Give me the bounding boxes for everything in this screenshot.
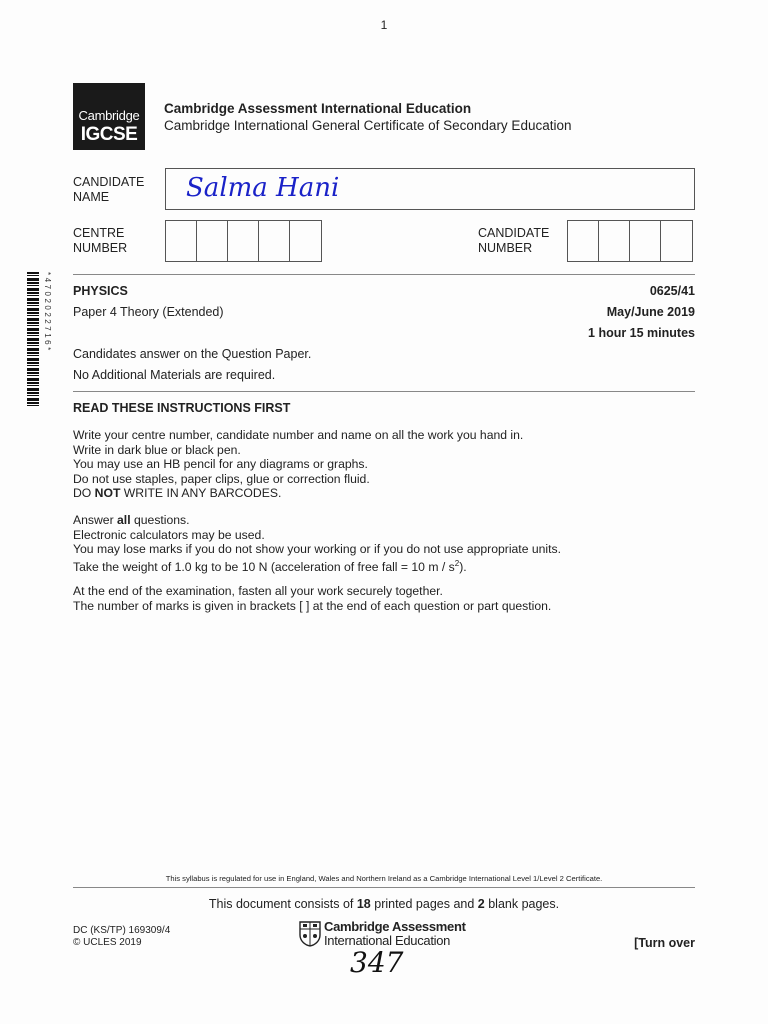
instructions-block-2 bbox=[73, 513, 561, 574]
centre-number-label-line2: NUMBER bbox=[73, 241, 128, 255]
centre-number-cell[interactable] bbox=[290, 221, 321, 261]
candidate-name-label-line1: CANDIDATE bbox=[73, 175, 145, 189]
instruction-line: At the end of the examination, fasten all your work securely together. bbox=[73, 584, 443, 598]
centre-number-cell[interactable] bbox=[259, 221, 290, 261]
answer-instruction-pre: Answer bbox=[73, 513, 118, 527]
instruction-line: Write your centre number, candidate number and name on all the work you hand in. bbox=[73, 428, 524, 442]
candidate-number-cell[interactable] bbox=[599, 221, 630, 261]
instruction-line: You may use an HB pencil for any diagrams or graphs. bbox=[73, 457, 368, 472]
answer-instruction-post: questions. bbox=[130, 513, 190, 527]
instruction-line-answer bbox=[73, 513, 561, 528]
page-count-pre: This document consists of bbox=[208, 897, 357, 911]
candidate-number-cell[interactable] bbox=[630, 221, 661, 261]
barcode bbox=[27, 272, 39, 408]
qualification-name: Cambridge International General Certificate of Secondary Education bbox=[164, 118, 572, 133]
divider bbox=[73, 274, 695, 275]
instructions-heading: READ THESE INSTRUCTIONS FIRST bbox=[73, 401, 291, 415]
exam-session: May/June 2019 bbox=[606, 305, 695, 319]
printed-pages-count: 18 bbox=[356, 897, 371, 911]
instruction-line: Write in dark blue or black pen. bbox=[73, 442, 241, 457]
blank-pages-count: 2 bbox=[477, 897, 485, 911]
materials-note: No Additional Materials are required. bbox=[73, 368, 276, 382]
divider bbox=[73, 391, 695, 392]
candidate-name-handwritten: Salma Hani bbox=[186, 173, 340, 203]
brand-line-1: Cambridge Assessment bbox=[324, 919, 466, 934]
instruction-line: Electronic calculators may be used. bbox=[73, 527, 265, 542]
centre-number-cell[interactable] bbox=[166, 221, 197, 261]
candidate-name-field[interactable] bbox=[165, 168, 695, 210]
candidate-number-cell[interactable] bbox=[661, 221, 692, 261]
weight-instruction-pre: Take the weight of 1.0 kg to be 10 N (acceleration of free fall = 10 m / s bbox=[73, 559, 455, 574]
instruction-line: Do not use staples, paper clips, glue or correction fluid. bbox=[73, 471, 370, 486]
barcode-instruction-pre: DO bbox=[73, 486, 95, 501]
instruction-line-barcodes bbox=[73, 486, 523, 501]
logo-text-igcse: IGCSE bbox=[80, 124, 138, 145]
candidate-name-label bbox=[73, 175, 144, 205]
answer-note: Candidates answer on the Question Paper. bbox=[73, 347, 312, 361]
barcode-instruction-post: WRITE IN ANY BARCODES. bbox=[120, 486, 282, 501]
subject: PHYSICS bbox=[73, 284, 128, 298]
cambridge-igcse-logo bbox=[73, 83, 145, 150]
copyright: © UCLES 2019 bbox=[73, 937, 142, 948]
candidate-number-label-line1: CANDIDATE bbox=[478, 226, 550, 240]
instruction-line: The number of marks is given in brackets [ ] at the end of each question or part question. bbox=[73, 598, 552, 613]
candidate-number-label bbox=[478, 226, 549, 256]
turn-over: [Turn over bbox=[634, 936, 695, 950]
paper-title: Paper 4 Theory (Extended) bbox=[73, 305, 224, 319]
footer-left bbox=[73, 925, 170, 949]
regulation-note: This syllabus is regulated for use in England, Wales and Northern Ireland as a Cambridge International Level 1/Level 2 Certificate. bbox=[165, 874, 603, 883]
instructions-block-3 bbox=[73, 584, 551, 613]
candidate-number-label-line2: NUMBER bbox=[478, 241, 533, 255]
document-reference: DC (KS/TP) 169309/4 bbox=[73, 925, 171, 936]
cambridge-crest-icon bbox=[299, 921, 321, 947]
centre-number-cell[interactable] bbox=[197, 221, 228, 261]
page-count-post: blank pages. bbox=[484, 897, 560, 911]
candidate-number-boxes[interactable] bbox=[567, 220, 693, 262]
logo-text-cambridge: Cambridge bbox=[78, 108, 140, 123]
paper-code: 0625/41 bbox=[649, 284, 695, 298]
barcode-instruction-bold: NOT bbox=[94, 486, 121, 501]
centre-number-label-line1: CENTRE bbox=[73, 226, 125, 240]
centre-number-boxes[interactable] bbox=[165, 220, 322, 262]
divider bbox=[73, 887, 695, 888]
centre-number-label bbox=[73, 226, 127, 256]
weight-instruction-superscript: 2 bbox=[454, 558, 460, 568]
answer-instruction-bold: all bbox=[117, 513, 131, 527]
page-number: 1 bbox=[380, 18, 388, 32]
org-name: Cambridge Assessment International Education bbox=[164, 101, 472, 116]
handwritten-mark: 347 bbox=[350, 946, 404, 979]
instruction-line: You may lose marks if you do not show your working or if you do not use appropriate units. bbox=[73, 542, 561, 557]
weight-instruction-post: ). bbox=[459, 559, 467, 574]
page-count-note bbox=[73, 897, 695, 911]
candidate-number-cell[interactable] bbox=[568, 221, 599, 261]
exam-duration: 1 hour 15 minutes bbox=[588, 326, 695, 340]
brand-line-2: International Education bbox=[324, 933, 451, 948]
barcode-number: *4702022716* bbox=[43, 272, 52, 353]
instruction-line-weight bbox=[73, 557, 561, 575]
page-count-mid: printed pages and bbox=[370, 897, 478, 911]
candidate-name-label-line2: NAME bbox=[73, 190, 110, 204]
instructions-block-1 bbox=[73, 428, 523, 501]
centre-number-cell[interactable] bbox=[228, 221, 259, 261]
